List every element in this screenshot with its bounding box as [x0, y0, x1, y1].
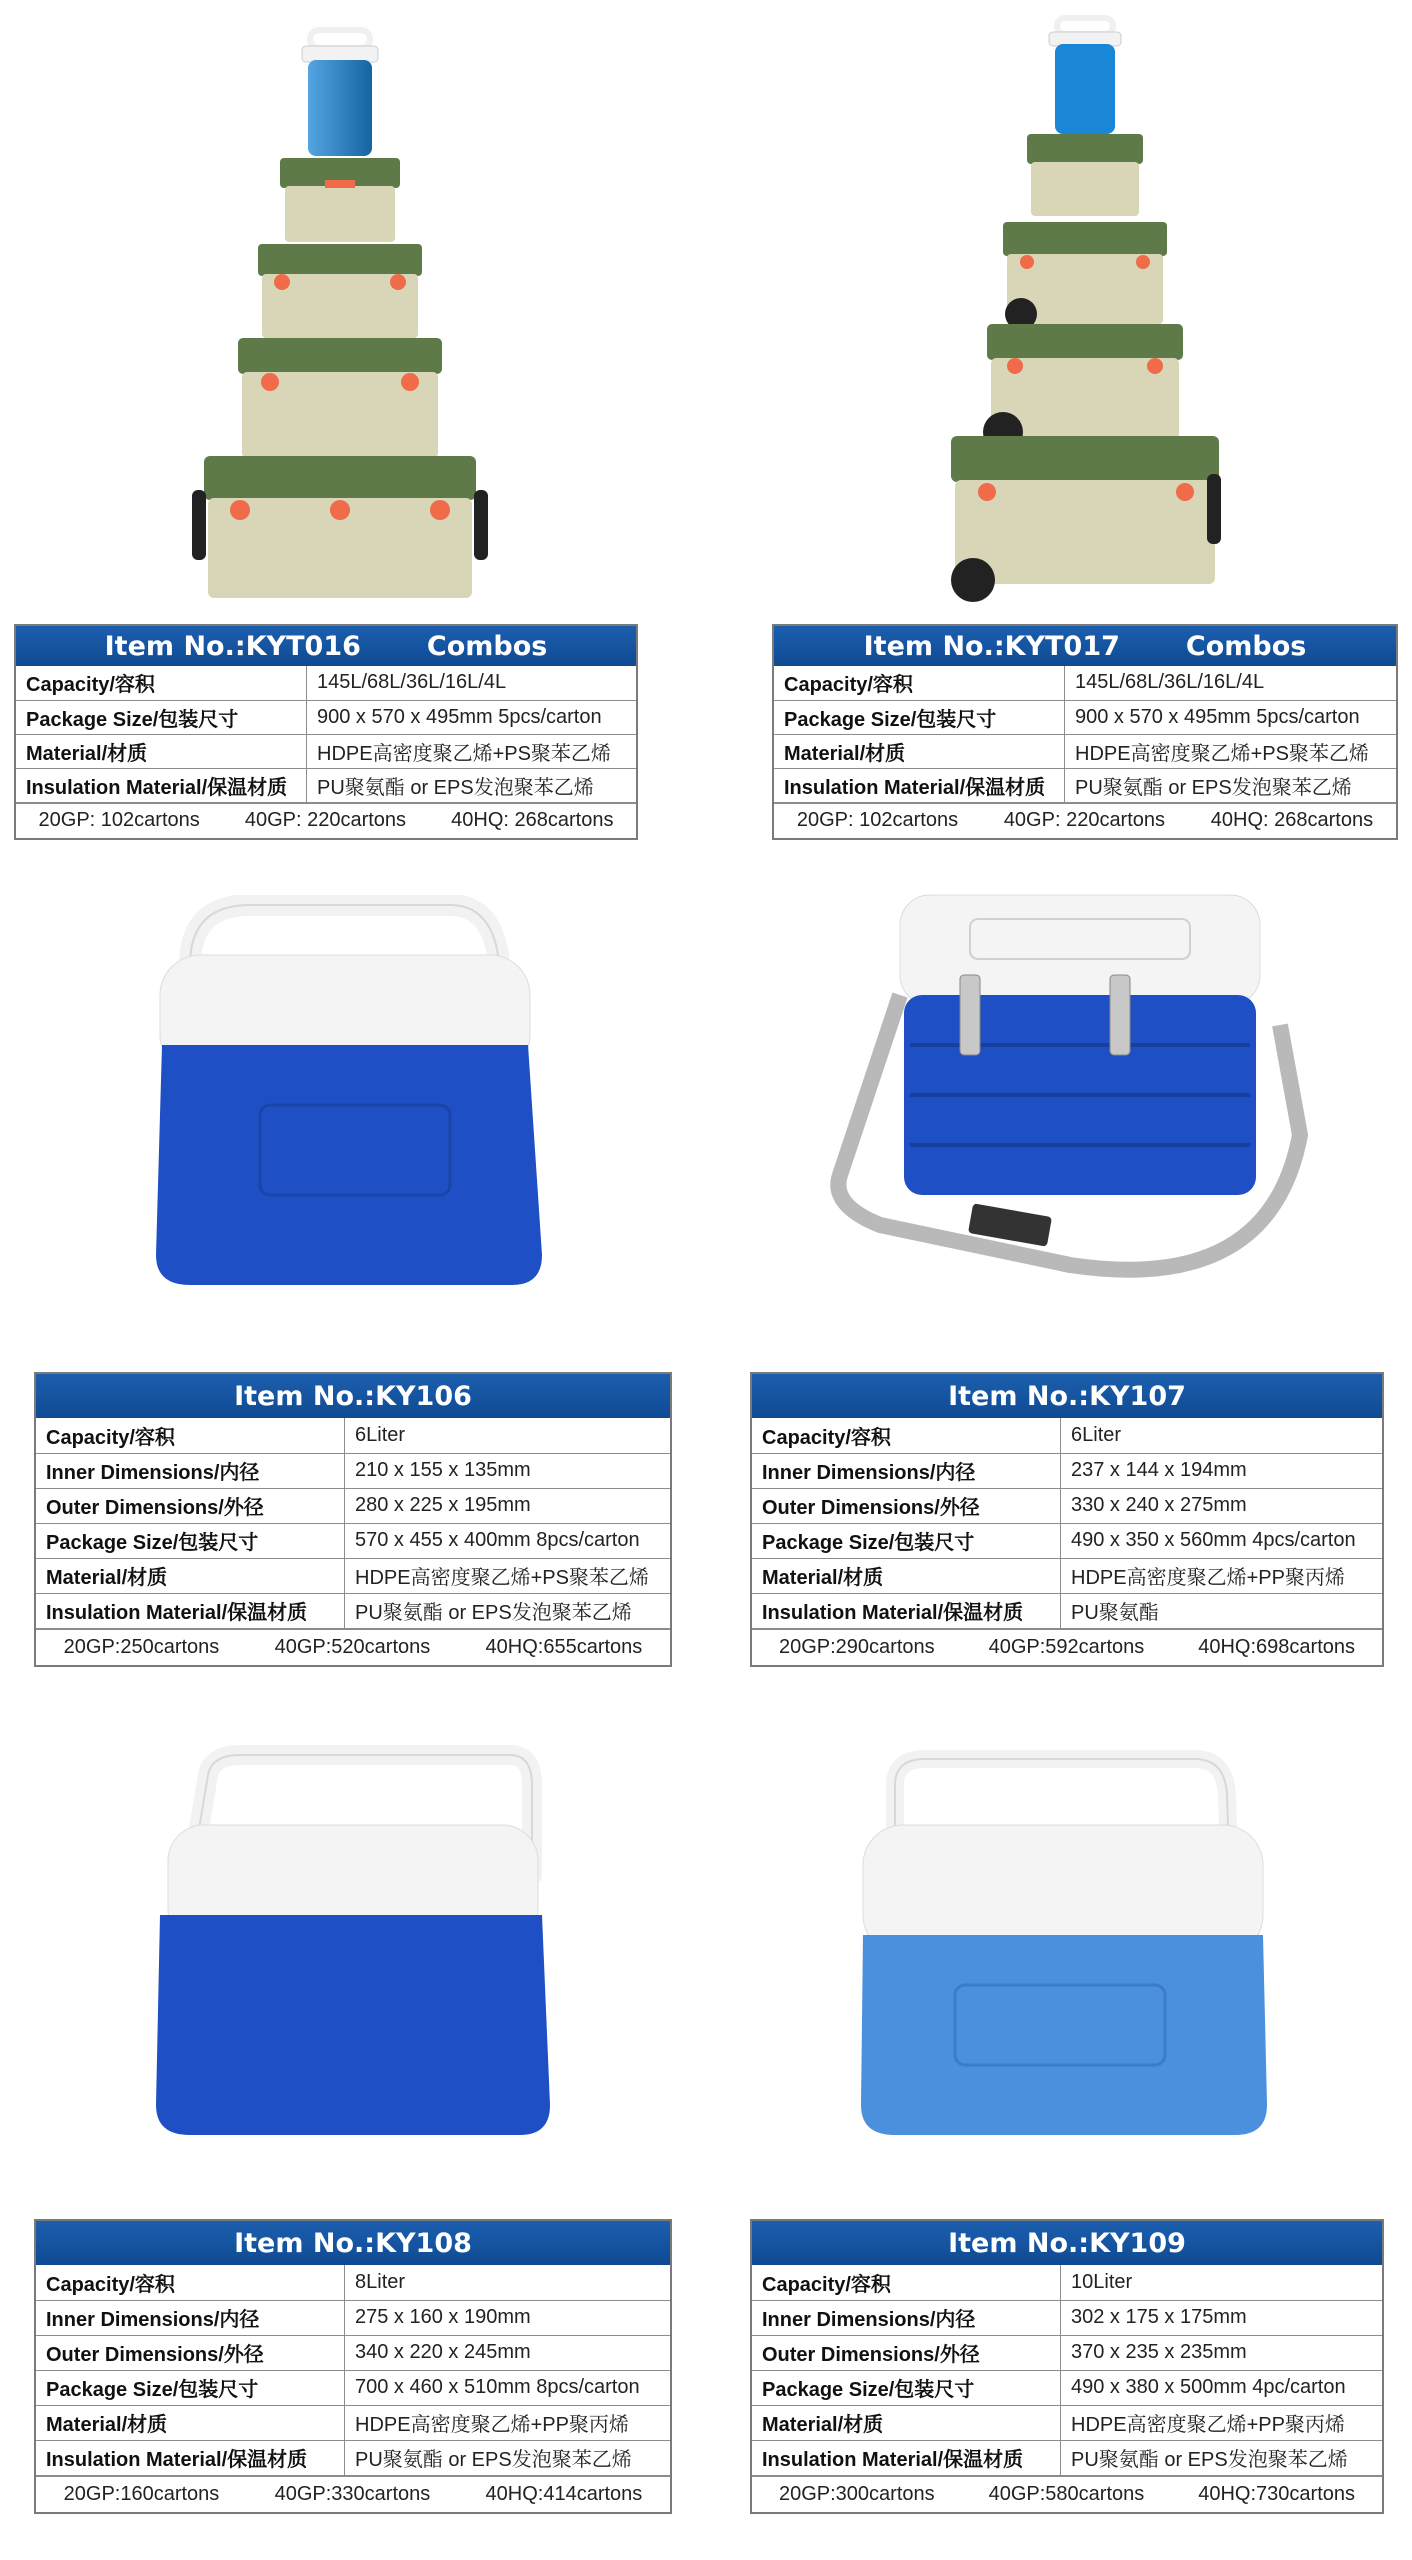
- footer-40hq: 40HQ:655cartons: [485, 1635, 643, 1658]
- table-row: [36, 1593, 670, 1628]
- table-row: [774, 700, 1396, 734]
- row-value: PU聚氨酯 or EPS发泡聚苯乙烯: [1065, 768, 1397, 802]
- footer-40gp: 40GP:592cartons: [988, 1635, 1145, 1658]
- row-value: 302 x 175 x 175mm: [1061, 2300, 1383, 2335]
- row-label: Insulation Material/保温材质: [36, 2440, 345, 2475]
- spec-rows: [16, 666, 636, 803]
- row-label: Package Size/包装尺寸: [36, 2370, 345, 2405]
- spec-rows: [752, 1418, 1382, 1629]
- row-value: HDPE高密度聚乙烯+PP聚丙烯: [345, 2405, 671, 2440]
- row-label: Outer Dimensions/外径: [36, 1488, 345, 1523]
- row-value: PU聚氨酯 or EPS发泡聚苯乙烯: [345, 1593, 671, 1628]
- table-row: [752, 2335, 1382, 2370]
- table-row: [752, 1523, 1382, 1558]
- item-number: Item No.:KY109: [948, 2227, 1186, 2259]
- cooler-stack-photo-kyt016: [190, 20, 490, 600]
- item-header: [752, 2221, 1382, 2265]
- table-row: [752, 1488, 1382, 1523]
- row-label: Inner Dimensions/内径: [752, 2300, 1061, 2335]
- row-value: 10Liter: [1061, 2265, 1383, 2300]
- footer-40hq: 40HQ:414cartons: [485, 2482, 643, 2505]
- row-label: Capacity/容积: [36, 1418, 345, 1453]
- row-value: 145L/68L/36L/16L/4L: [1065, 666, 1397, 700]
- row-value: 210 x 155 x 135mm: [345, 1453, 671, 1488]
- row-value: HDPE高密度聚乙烯+PS聚苯乙烯: [345, 1558, 671, 1593]
- table-row: [752, 2265, 1382, 2300]
- spec-rows: [774, 666, 1396, 803]
- row-label: Outer Dimensions/外径: [752, 1488, 1061, 1523]
- cooler-photo-ky109: [855, 1745, 1285, 2145]
- row-label: Insulation Material/保温材质: [774, 768, 1065, 802]
- row-value: 237 x 144 x 194mm: [1061, 1453, 1383, 1488]
- combo-label: Combos: [426, 630, 548, 662]
- row-value: HDPE高密度聚乙烯+PS聚苯乙烯: [307, 734, 637, 768]
- footer-40hq: 40HQ: 268cartons: [1210, 809, 1374, 831]
- footer-20gp: 20GP:300cartons: [778, 2482, 935, 2505]
- footer-40hq: 40HQ:698cartons: [1198, 1635, 1355, 1658]
- table-row: [36, 2265, 670, 2300]
- cooler-photo-ky108: [150, 1745, 560, 2145]
- container-capacity-footer: [752, 1629, 1382, 1665]
- row-value: HDPE高密度聚乙烯+PP聚丙烯: [1061, 2405, 1383, 2440]
- table-row: [774, 666, 1396, 700]
- row-label: Outer Dimensions/外径: [752, 2335, 1061, 2370]
- footer-40gp: 40GP: 220cartons: [1003, 809, 1166, 831]
- row-label: Material/材质: [36, 2405, 345, 2440]
- table-row: [36, 1453, 670, 1488]
- spec-table-ky109: [750, 2219, 1384, 2514]
- footer-40gp: 40GP:580cartons: [988, 2482, 1145, 2505]
- row-value: HDPE高密度聚乙烯+PP聚丙烯: [1061, 1558, 1383, 1593]
- row-value: 275 x 160 x 190mm: [345, 2300, 671, 2335]
- row-label: Capacity/容积: [774, 666, 1065, 700]
- spec-rows: [36, 1418, 670, 1629]
- row-label: Package Size/包装尺寸: [774, 700, 1065, 734]
- footer-40hq: 40HQ:730cartons: [1198, 2482, 1355, 2505]
- spec-table-ky108: [34, 2219, 672, 2514]
- row-label: Insulation Material/保温材质: [752, 1593, 1061, 1628]
- row-label: Capacity/容积: [36, 2265, 345, 2300]
- row-label: Insulation Material/保温材质: [752, 2440, 1061, 2475]
- spec-table-kyt016: [14, 624, 638, 840]
- row-value: 8Liter: [345, 2265, 671, 2300]
- row-label: Insulation Material/保温材质: [16, 768, 307, 802]
- container-capacity-footer: [774, 803, 1396, 838]
- item-number: Item No.:KY107: [948, 1380, 1186, 1412]
- item-header: [36, 2221, 670, 2265]
- row-label: Inner Dimensions/内径: [36, 2300, 345, 2335]
- table-row: [752, 1593, 1382, 1628]
- row-value: PU聚氨酯 or EPS发泡聚苯乙烯: [1061, 2440, 1383, 2475]
- item-number: Item No.:KYT017: [863, 630, 1120, 662]
- row-label: Package Size/包装尺寸: [752, 1523, 1061, 1558]
- footer-20gp: 20GP: 102cartons: [38, 809, 200, 831]
- row-value: PU聚氨酯 or EPS发泡聚苯乙烯: [307, 768, 637, 802]
- item-header: [16, 626, 636, 666]
- table-row: [752, 1418, 1382, 1453]
- row-value: PU聚氨酯: [1061, 1593, 1383, 1628]
- row-value: 330 x 240 x 275mm: [1061, 1488, 1383, 1523]
- table-row: [36, 2370, 670, 2405]
- row-value: 490 x 350 x 560mm 4pcs/carton: [1061, 1523, 1383, 1558]
- row-label: Inner Dimensions/内径: [36, 1453, 345, 1488]
- table-row: [16, 700, 636, 734]
- item-header: [36, 1374, 670, 1418]
- row-label: Material/材质: [36, 1558, 345, 1593]
- row-value: 490 x 380 x 500mm 4pc/carton: [1061, 2370, 1383, 2405]
- row-label: Material/材质: [774, 734, 1065, 768]
- table-row: [16, 666, 636, 700]
- table-row: [36, 1488, 670, 1523]
- footer-20gp: 20GP:250cartons: [63, 1635, 220, 1658]
- table-row: [752, 2405, 1382, 2440]
- row-label: Package Size/包装尺寸: [36, 1523, 345, 1558]
- row-label: Package Size/包装尺寸: [16, 700, 307, 734]
- table-row: [36, 2405, 670, 2440]
- item-number: Item No.:KYT016: [104, 630, 361, 662]
- row-label: Capacity/容积: [752, 2265, 1061, 2300]
- row-label: Package Size/包装尺寸: [752, 2370, 1061, 2405]
- table-row: [774, 734, 1396, 768]
- spec-table-kyt017: [772, 624, 1398, 840]
- row-label: Material/材质: [752, 1558, 1061, 1593]
- row-value: 280 x 225 x 195mm: [345, 1488, 671, 1523]
- table-row: [774, 768, 1396, 802]
- row-label: Outer Dimensions/外径: [36, 2335, 345, 2370]
- cooler-stack-photo-kyt017: [945, 14, 1225, 604]
- item-number: Item No.:KY108: [234, 2227, 472, 2259]
- row-value: 900 x 570 x 495mm 5pcs/carton: [307, 700, 637, 734]
- container-capacity-footer: [752, 2476, 1382, 2512]
- cooler-photo-ky106: [150, 895, 560, 1295]
- row-label: Insulation Material/保温材质: [36, 1593, 345, 1628]
- table-row: [36, 2300, 670, 2335]
- footer-40hq: 40HQ: 268cartons: [451, 809, 614, 831]
- row-label: Capacity/容积: [752, 1418, 1061, 1453]
- row-value: 145L/68L/36L/16L/4L: [307, 666, 637, 700]
- row-label: Material/材质: [752, 2405, 1061, 2440]
- row-value: 900 x 570 x 495mm 5pcs/carton: [1065, 700, 1397, 734]
- footer-40gp: 40GP: 220cartons: [244, 809, 407, 831]
- row-value: 570 x 455 x 400mm 8pcs/carton: [345, 1523, 671, 1558]
- table-row: [752, 2440, 1382, 2475]
- combo-label: Combos: [1185, 630, 1307, 662]
- row-value: 700 x 460 x 510mm 8pcs/carton: [345, 2370, 671, 2405]
- row-value: 340 x 220 x 245mm: [345, 2335, 671, 2370]
- table-row: [752, 1558, 1382, 1593]
- spec-table-ky106: [34, 1372, 672, 1667]
- row-value: PU聚氨酯 or EPS发泡聚苯乙烯: [345, 2440, 671, 2475]
- container-capacity-footer: [16, 803, 636, 838]
- footer-20gp: 20GP:160cartons: [63, 2482, 220, 2505]
- table-row: [752, 1453, 1382, 1488]
- row-value: 6Liter: [1061, 1418, 1383, 1453]
- row-value: 370 x 235 x 235mm: [1061, 2335, 1383, 2370]
- footer-20gp: 20GP:290cartons: [778, 1635, 935, 1658]
- table-row: [16, 768, 636, 802]
- footer-40gp: 40GP:330cartons: [274, 2482, 431, 2505]
- table-row: [36, 1558, 670, 1593]
- container-capacity-footer: [36, 2476, 670, 2512]
- row-label: Capacity/容积: [16, 666, 307, 700]
- row-label: Material/材质: [16, 734, 307, 768]
- spec-rows: [36, 2265, 670, 2476]
- cooler-photo-ky107: [820, 885, 1320, 1305]
- spec-table-ky107: [750, 1372, 1384, 1667]
- table-row: [16, 734, 636, 768]
- row-label: Inner Dimensions/内径: [752, 1453, 1061, 1488]
- footer-40gp: 40GP:520cartons: [274, 1635, 431, 1658]
- spec-rows: [752, 2265, 1382, 2476]
- row-value: HDPE高密度聚乙烯+PS聚苯乙烯: [1065, 734, 1397, 768]
- container-capacity-footer: [36, 1629, 670, 1665]
- table-row: [36, 2335, 670, 2370]
- table-row: [36, 2440, 670, 2475]
- item-number: Item No.:KY106: [234, 1380, 472, 1412]
- row-value: 6Liter: [345, 1418, 671, 1453]
- footer-20gp: 20GP: 102cartons: [796, 809, 959, 831]
- table-row: [36, 1418, 670, 1453]
- item-header: [752, 1374, 1382, 1418]
- table-row: [752, 2370, 1382, 2405]
- item-header: [774, 626, 1396, 666]
- table-row: [752, 2300, 1382, 2335]
- table-row: [36, 1523, 670, 1558]
